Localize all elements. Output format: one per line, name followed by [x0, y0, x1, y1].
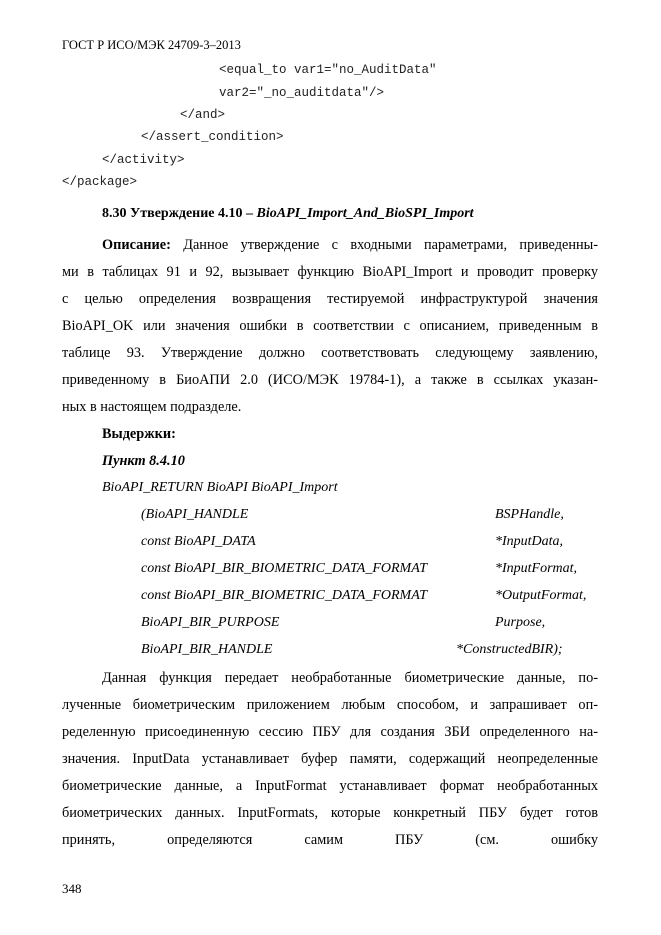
param-type: BioAPI_BIR_PURPOSE [141, 615, 280, 630]
body-line: биометрические данные, а InputFormat устанавливает формат необработанных [62, 778, 598, 794]
param-name: *ConstructedBIR); [456, 642, 563, 657]
description-line: ных в настоящем подразделе. [62, 399, 242, 415]
description-line: приведенному в БиоАПИ 2.0 (ИСО/МЭК 19784-1), а также в ссылках указан- [62, 372, 598, 388]
description-line: ми в таблицах 91 и 92, вызывает функцию BioAPI_Import и проводит проверку [62, 264, 598, 280]
description-line: с целью определения возвращения тестируемой инфраструктурой значения [62, 291, 598, 307]
param-name: *InputData, [495, 534, 564, 549]
description-line: таблице 93. Утверждение должно соответствовать следующему заявлению, [62, 345, 598, 361]
description-line [102, 237, 598, 254]
signature-head: BioAPI_RETURN BioAPI BioAPI_Import [102, 480, 338, 495]
code-line: <equal_to var1="no_AuditData" [219, 63, 437, 77]
code-line: </activity> [102, 153, 185, 167]
param-type: (BioAPI_HANDLE [141, 507, 249, 522]
param-name: *OutputFormat, [495, 588, 587, 603]
body-line: ределенную присоединенную сессию ПБУ для создания ЗБИ определенного на- [62, 724, 598, 740]
body-line: биометрических данных. InputFormats, которые конкретный ПБУ будет готов [62, 805, 598, 821]
description-label: Описание: [102, 237, 171, 253]
document-header: ГОСТ Р ИСО/МЭК 24709-3–2013 [62, 38, 241, 52]
param-name: Purpose, [495, 615, 546, 630]
code-line: </package> [62, 175, 138, 189]
param-type: BioAPI_BIR_HANDLE [141, 642, 273, 657]
page-number: 348 [62, 881, 82, 896]
param-type: const BioAPI_BIR_BIOMETRIC_DATA_FORMAT [141, 588, 428, 603]
clause-label: Пункт 8.4.10 [102, 453, 185, 469]
body-line: лученные биометрическим приложением любым способом, и запрашивает оп- [62, 697, 598, 713]
description-text: Данное утверждение с входными параметрами, приведенны- [170, 237, 598, 253]
body-line: принять, определяются самим ПБУ (см. ошибку [62, 832, 598, 848]
code-line: </and> [180, 108, 226, 122]
description-line: BioAPI_OK или значения ошибки в соответствии с описанием, приведенным в [62, 318, 598, 334]
param-type: const BioAPI_BIR_BIOMETRIC_DATA_FORMAT [141, 561, 428, 576]
param-name: *InputFormat, [495, 561, 578, 576]
excerpts-label: Выдержки: [102, 426, 176, 442]
section-heading [102, 206, 474, 222]
param-type: const BioAPI_DATA [141, 534, 256, 549]
code-line: </assert_condition> [141, 130, 284, 144]
param-name: BSPHandle, [495, 507, 564, 522]
body-line: Данная функция передает необработанные биометрические данные, по- [102, 670, 598, 686]
section-name: BioAPI_Import_And_BioSPI_Import [256, 206, 474, 221]
section-number-title: 8.30 Утверждение 4.10 – [102, 206, 257, 221]
body-line: значения. InputData устанавливает буфер памяти, содержащий неопределенные [62, 751, 598, 767]
code-line: var2="_no_auditdata"/> [219, 86, 385, 100]
